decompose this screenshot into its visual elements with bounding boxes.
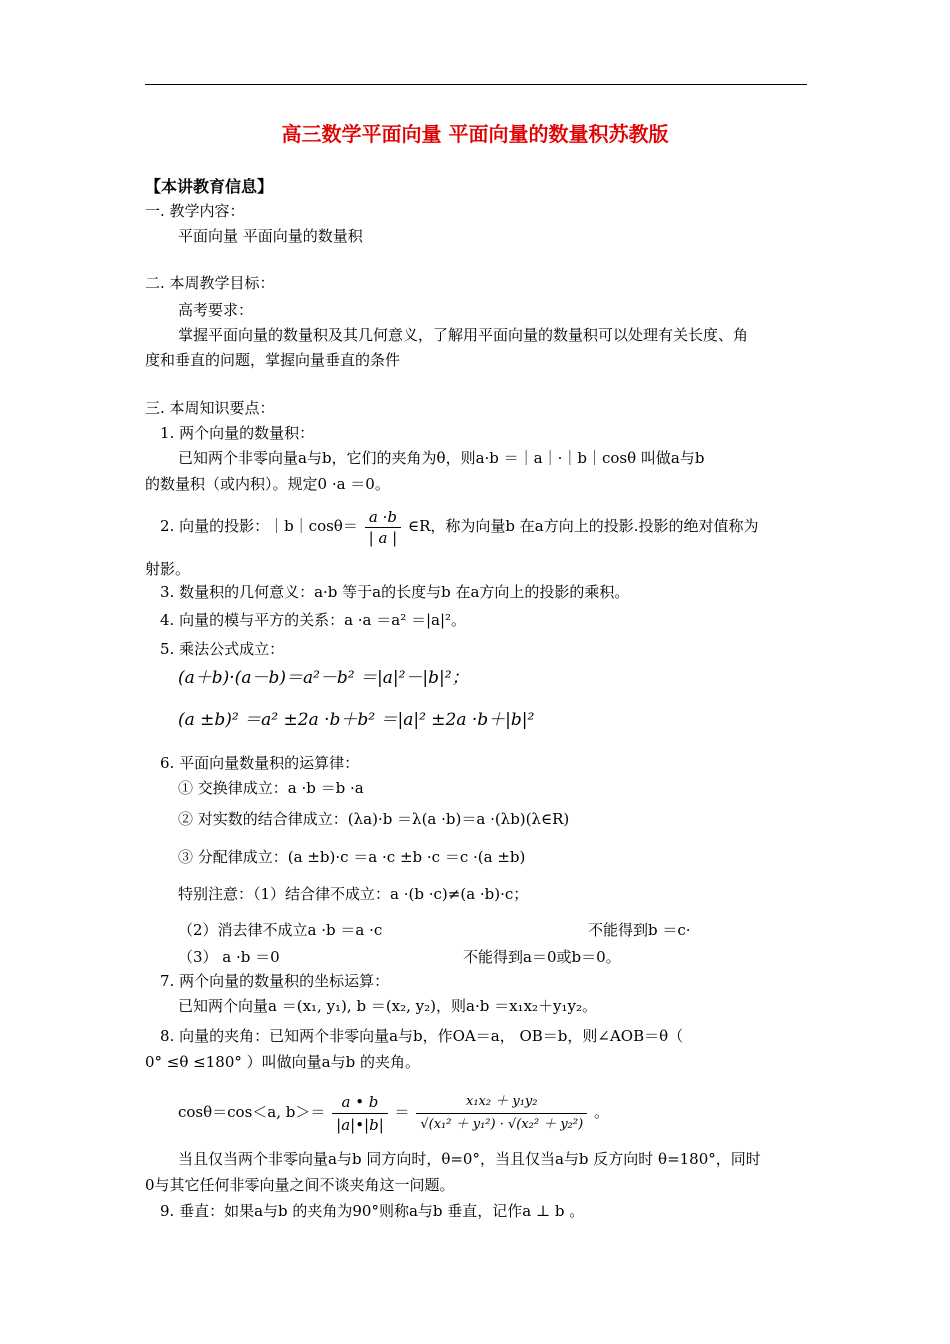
formula-end: 。 bbox=[593, 1103, 609, 1121]
k2-line1 bbox=[160, 503, 758, 549]
k5-formula2: (a ±b)² ＝a² ±2a ·b＋b² ＝|a|² ±2a ·b＋|b|² bbox=[178, 710, 535, 730]
k8-line2: 0° ≤θ ≤180° ）叫做向量a与b 的夹角。 bbox=[145, 1053, 420, 1071]
k1-heading: 1. 两个向量的数量积： bbox=[160, 424, 315, 442]
k8-para2: 0与其它任何非零向量之间不谈夹角这一问题。 bbox=[145, 1176, 455, 1194]
k5-heading: 5. 乘法公式成立： bbox=[160, 640, 285, 658]
s2-req: 高考要求： bbox=[178, 301, 254, 319]
s1-heading: 一. 教学内容： bbox=[145, 202, 245, 220]
s1-body: 平面向量 平面向量的数量积 bbox=[178, 227, 363, 245]
section-header: 【本讲教育信息】 bbox=[145, 177, 274, 196]
projection-fraction bbox=[365, 507, 402, 548]
cos-num-vector: a • b bbox=[332, 1091, 388, 1114]
k3-line: 3. 数量积的几何意义：a·b 等于a的长度与b 在a方向上的投影的乘积。 bbox=[160, 583, 630, 601]
k6-note1: 特别注意：（1）结合律不成立：a ·(b ·c)≠(a ·b)·c； bbox=[178, 885, 529, 903]
k6-rule3: ③ 分配律成立：(a ±b)·c ＝a ·c ±b ·c ＝c ·(a ±b) bbox=[178, 848, 526, 866]
k2-text-b: ∈R，称为向量b 在a方向上的投影.投影的绝对值称为 bbox=[408, 517, 759, 535]
k9-line: 9. 垂直：如果a与b 的夹角为90°则称a与b 垂直，记作a ⊥ b 。 bbox=[160, 1202, 585, 1220]
k6-rule1: ① 交换律成立：a ·b ＝b ·a bbox=[178, 779, 364, 797]
page-title: 高三数学平面向量 平面向量的数量积苏教版 bbox=[281, 122, 669, 146]
s2-p1: 掌握平面向量的数量积及其几何意义，了解用平面向量的数量积可以处理有关长度、角 bbox=[178, 326, 749, 344]
s2-heading: 二. 本周教学目标： bbox=[145, 274, 275, 292]
fraction-numerator: a ·b bbox=[365, 507, 402, 528]
k7-line1: 已知两个向量a ＝(x₁, y₁), b ＝(x₂, y₂)，则a·b ＝x₁x₂＋y₁y₂。 bbox=[178, 997, 598, 1015]
k5-formula1: (a＋b)·(a－b)＝a²－b² ＝|a|²－|b|²； bbox=[178, 668, 469, 688]
k6-note3a: （3） a ·b ＝0 bbox=[178, 948, 280, 966]
k1-line1: 已知两个非零向量a与b，它们的夹角为θ，则a·b ＝｜a｜·｜b｜cosθ 叫做a与b bbox=[178, 449, 705, 467]
k6-rule2: ② 对实数的结合律成立：(λa)·b ＝λ(a ·b)＝a ·(λb)(λ∈R) bbox=[178, 810, 570, 828]
cos-lhs: cosθ＝cos＜a, b＞＝ bbox=[178, 1103, 326, 1121]
s2-p2: 度和垂直的问题，掌握向量垂直的条件 bbox=[145, 351, 401, 369]
k6-note3b: 不能得到a＝0或b＝0。 bbox=[463, 948, 621, 966]
k6-note2b: 不能得到b ＝c· bbox=[588, 921, 691, 939]
s3-heading: 三. 本周知识要点： bbox=[145, 399, 275, 417]
cos-fraction-vector bbox=[332, 1091, 388, 1136]
k7-heading: 7. 两个向量的数量积的坐标运算： bbox=[160, 972, 390, 990]
k6-note2a: （2）消去律不成立a ·b ＝a ·c bbox=[178, 921, 383, 939]
k8-cos-formula bbox=[178, 1085, 609, 1139]
k8-para1: 当且仅当两个非零向量a与b 同方向时，θ=0°，当且仅当a与b 反方向时 θ=180°，同时 bbox=[178, 1150, 761, 1168]
cos-den-coords: √(x₁² ＋ y₁²) · √(x₂² ＋ y₂²) bbox=[420, 1116, 584, 1132]
cos-den-vector: |a|•|b| bbox=[336, 1115, 384, 1134]
k2-text-a: 2. 向量的投影：｜b｜cosθ＝ bbox=[160, 517, 358, 535]
k2-line2: 射影。 bbox=[145, 560, 191, 578]
k8-line1: 8. 向量的夹角：已知两个非零向量a与b，作OA＝a， OB＝b，则∠AOB＝θ（ bbox=[160, 1027, 684, 1045]
cos-fraction-coords bbox=[416, 1091, 587, 1136]
equals-sign: ＝ bbox=[394, 1103, 410, 1121]
k6-heading: 6. 平面向量数量积的运算律： bbox=[160, 754, 360, 772]
top-rule bbox=[145, 84, 807, 85]
k1-line2: 的数量积（或内积）。规定0 ·a ＝0。 bbox=[145, 475, 390, 493]
k4-line: 4. 向量的模与平方的关系：a ·a ＝a² ＝|a|²。 bbox=[160, 611, 467, 629]
fraction-denominator: | a | bbox=[368, 528, 398, 547]
cos-num-coords: x₁x₂ ＋ y₁y₂ bbox=[416, 1091, 587, 1114]
